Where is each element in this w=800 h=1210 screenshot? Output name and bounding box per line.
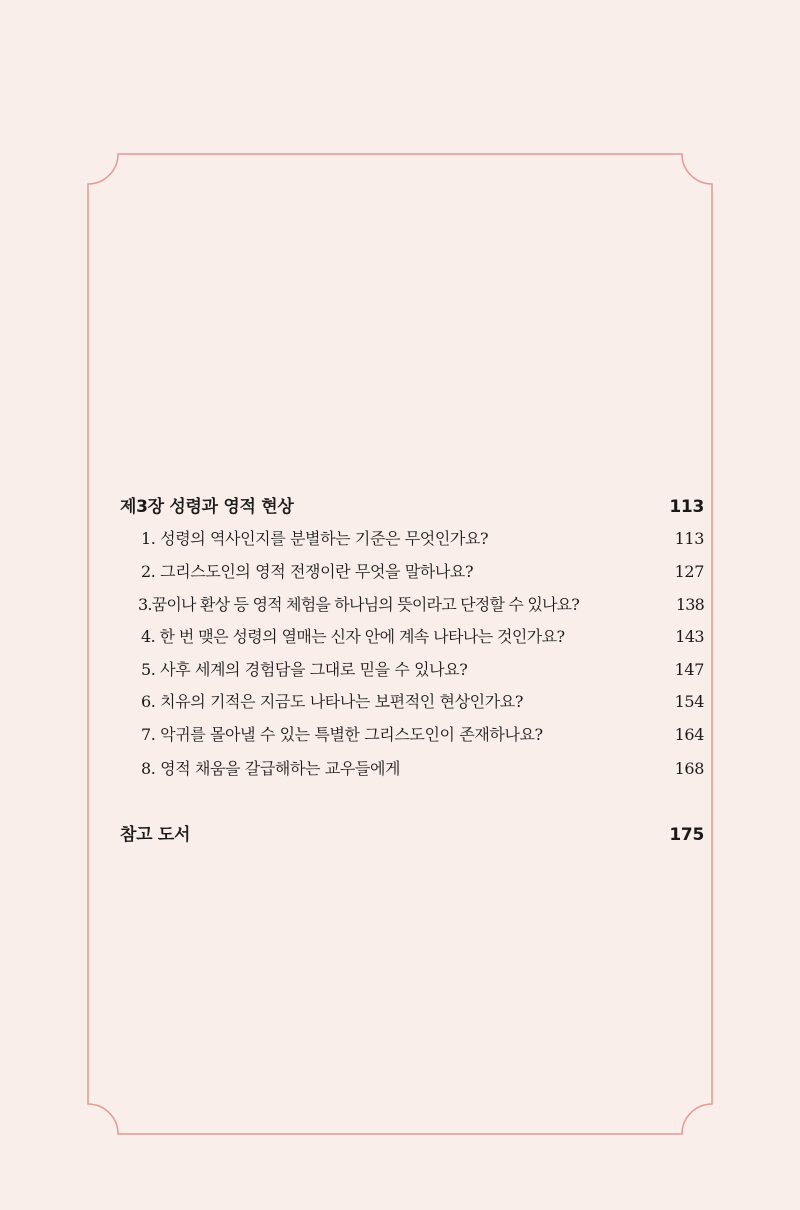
entry-title: 5. 사후 세계의 경험담을 그대로 믿을 수 있나요? [141,660,468,679]
toc-entry-2[interactable] [141,559,704,582]
entry-page-number: 138 [675,595,704,614]
entry-page-number: 147 [674,660,704,679]
entry-page-number: 127 [674,562,704,581]
toc-entry-3[interactable] [138,592,704,615]
entry-title: 4. 한 번 맺은 성령의 열매는 신자 안에 계속 나타나는 것인가요? [141,627,565,646]
entry-page-number: 154 [674,692,704,711]
toc-entry-4[interactable] [141,624,704,647]
entry-page-number: 168 [674,759,704,778]
references-heading[interactable] [120,820,704,845]
entry-page-number: 143 [675,627,704,646]
toc-entry-5[interactable] [141,657,704,680]
chapter-heading[interactable] [120,492,704,517]
entry-title: 8. 영적 채움을 갈급해하는 교우들에게 [141,759,401,778]
references-title: 참고 도서 [120,825,191,845]
entry-page-number: 113 [674,529,704,548]
entry-title: 7. 악귀를 몰아낼 수 있는 특별한 그리스도인이 존재하나요? [141,725,543,744]
entry-title: 6. 치유의 기적은 지금도 나타나는 보편적인 현상인가요? [141,692,523,711]
entry-page-number: 164 [674,725,704,744]
chapter-page-number: 113 [669,497,704,517]
toc-entry-1[interactable] [141,526,704,549]
toc-entry-6[interactable] [141,689,704,712]
entry-title: 2. 그리스도인의 영적 전쟁이란 무엇을 말하나요? [141,562,474,581]
entry-title: 3.꿈이나 환상 등 영적 체험을 하나님의 뜻이라고 단정할 수 있나요? [138,595,580,614]
toc-entry-8[interactable] [141,756,704,779]
chapter-title: 제3장 성령과 영적 현상 [120,497,294,517]
entry-title: 1. 성령의 역사인지를 분별하는 기준은 무엇인가요? [141,529,489,548]
references-page-number: 175 [669,825,704,845]
toc-entry-7[interactable] [141,722,704,745]
